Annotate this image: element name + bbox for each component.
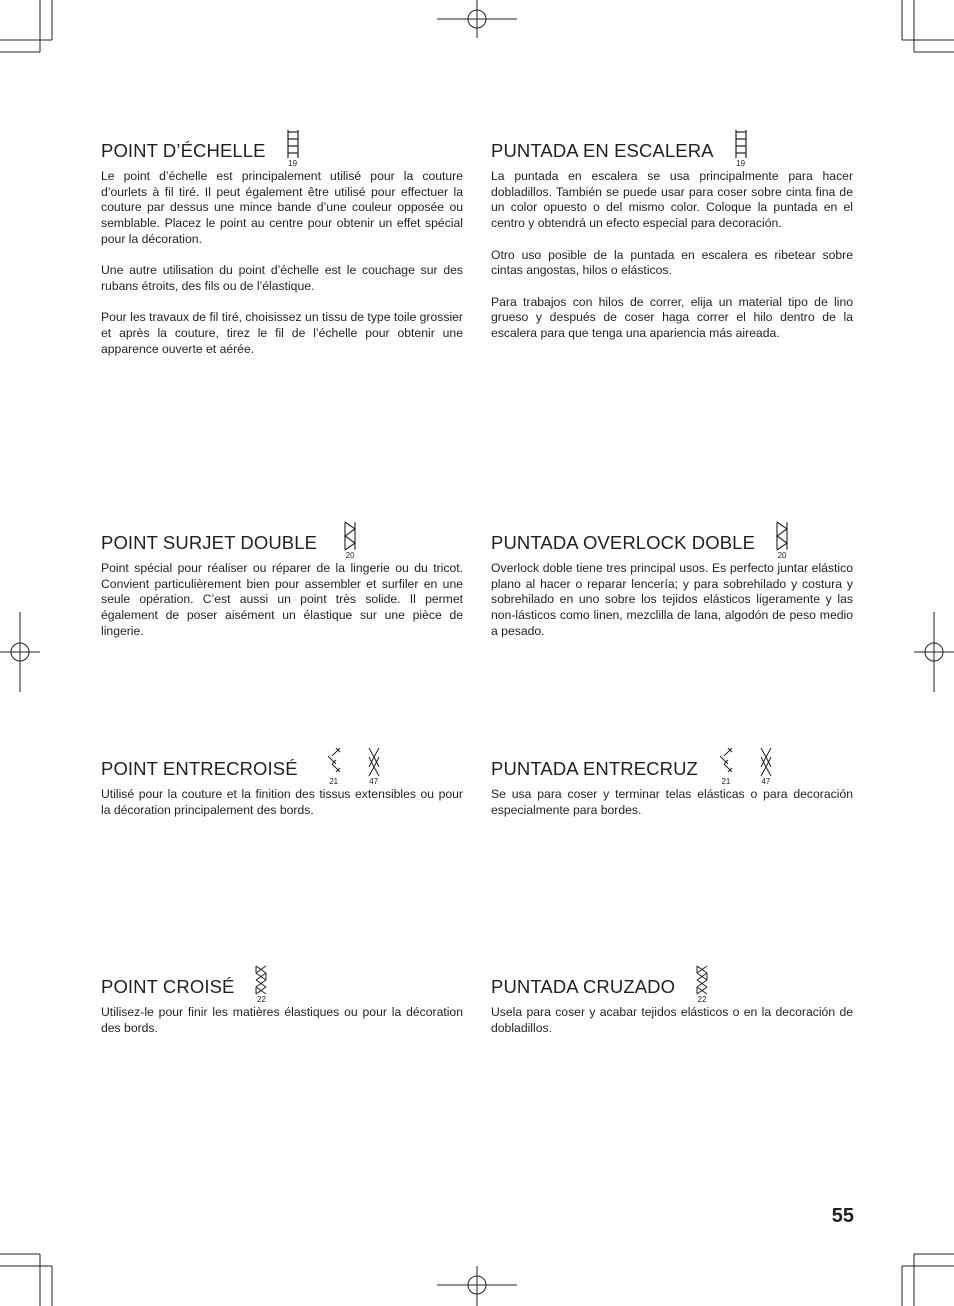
paragraph: Point spécial pour réaliser ou réparer de la lingerie ou du tricot. Convient particulièrement bien pour assembler et surfiler en une seule opération. C’est aussi un point très solide. Il permet également de poser aisément un élastique sur une pièce de lingerie. — [101, 561, 463, 638]
section-title: PUNTADA OVERLOCK DOBLE — [491, 532, 756, 553]
section-heading — [491, 954, 853, 1004]
stitch-number: 47 — [369, 777, 379, 786]
cross-stitch-icon — [695, 965, 709, 1004]
section-puntada-overlock-doble — [491, 510, 853, 640]
overlock-stitch-icon — [775, 521, 789, 560]
herringbone-stitch-icon — [326, 747, 342, 786]
section-heading — [101, 954, 463, 1004]
section-title: PUNTADA ENTRECRUZ — [491, 758, 698, 779]
paragraph: Pour les travaux de fil tiré, choisissez un tissu de type toile grossier et après la couture, tirez le fil de l’échelle pour obtenir une apparence ouverte et aérée. — [101, 310, 463, 356]
cross-stitch-icon — [254, 965, 268, 1004]
section-puntada-cruzado — [491, 954, 853, 1036]
paragraph: Se usa para coser y terminar telas elásticas o para decoración especialmente para bordes. — [491, 787, 853, 817]
section-puntada-escalera — [491, 118, 853, 342]
paragraph: Overlock doble tiene tres principal usos. Es perfecto juntar elástico plano al hacer o reparar lencería; y para sobrehilado y costura y sobrehilado en uno sobre los tejidos elásticos ligeramente y las non-lásticos como linen, mezclilla de lana, algodón de peso medio a pesado. — [491, 561, 853, 638]
paragraph: Utilisé pour la couture et la finition des tissus extensibles ou pour la décoration principalement des bords. — [101, 787, 463, 817]
stitch-number: 20 — [345, 551, 355, 560]
section-heading — [491, 118, 853, 168]
herringbone-stitch-icon — [718, 747, 734, 786]
paragraph: Utilisez-le pour finir les matières élastiques ou pour la décoration des bords. — [101, 1005, 463, 1035]
section-heading — [491, 736, 853, 786]
paragraph: Otro uso posible de la puntada en escalera es ribetear sobre cintas angostas, hilos o elásticos. — [491, 247, 853, 278]
paragraph: La puntada en escalera se usa principalmente para hacer dobladillos. También se puede usar para coser sobre cinta fina de un color opuesto o del mismo color. Coloque la puntada en el centro y obtendrá un efecto especial para decoración. — [491, 169, 853, 231]
stitch-number: 20 — [777, 551, 787, 560]
paragraph: Usela para coser y acabar tejidos elásticos o en la decoración de dobladillos. — [491, 1005, 853, 1035]
herringbone-stitch-icon — [366, 747, 382, 786]
section-point-entrecroise — [101, 736, 463, 818]
stitch-number: 19 — [288, 159, 298, 168]
section-heading — [101, 118, 463, 168]
section-heading — [491, 510, 853, 560]
stitch-number: 21 — [721, 777, 731, 786]
paragraph: Para trabajos con hilos de correr, elija un material tipo de lino grueso y después de coser haga correr el hilo dentro de la escalera para que tenga una apariencia más aireada. — [491, 294, 853, 340]
section-title: PUNTADA EN ESCALERA — [491, 140, 714, 161]
section-point-croise — [101, 954, 463, 1036]
section-title: POINT ENTRECROISÉ — [101, 758, 298, 779]
page-number: 55 — [831, 1205, 854, 1227]
section-title: PUNTADA CRUZADO — [491, 976, 676, 997]
ladder-stitch-icon — [734, 129, 748, 168]
section-heading — [101, 736, 463, 786]
paragraph: Une autre utilisation du point d’échelle est le couchage sur des rubans étroits, des fils ou de l’élastique. — [101, 263, 463, 293]
stitch-number: 47 — [761, 777, 771, 786]
stitch-number: 21 — [329, 777, 339, 786]
section-point-echelle — [101, 118, 463, 357]
herringbone-stitch-icon — [758, 747, 774, 786]
section-heading — [101, 510, 463, 560]
stitch-number: 19 — [736, 159, 746, 168]
overlock-stitch-icon — [343, 521, 357, 560]
section-puntada-entrecruz — [491, 736, 853, 818]
section-title: POINT SURJET DOUBLE — [101, 532, 318, 553]
section-title: POINT CROISÉ — [101, 976, 235, 997]
stitch-number: 22 — [697, 995, 707, 1004]
stitch-number: 22 — [257, 995, 266, 1004]
section-title: POINT D’ÉCHELLE — [101, 140, 266, 161]
section-point-surjet-double — [101, 510, 463, 640]
ladder-stitch-icon — [286, 129, 300, 168]
paragraph: Le point d’échelle est principalement utilisé pour la couture d’ourlets à fil tiré. Il peut également être utilisé pour effectuer la couture par dessus une mince bande d’une couleur opposée ou semblable. Placez le point au centre pour obtenir un effet spécial pour la décoration. — [101, 169, 463, 246]
